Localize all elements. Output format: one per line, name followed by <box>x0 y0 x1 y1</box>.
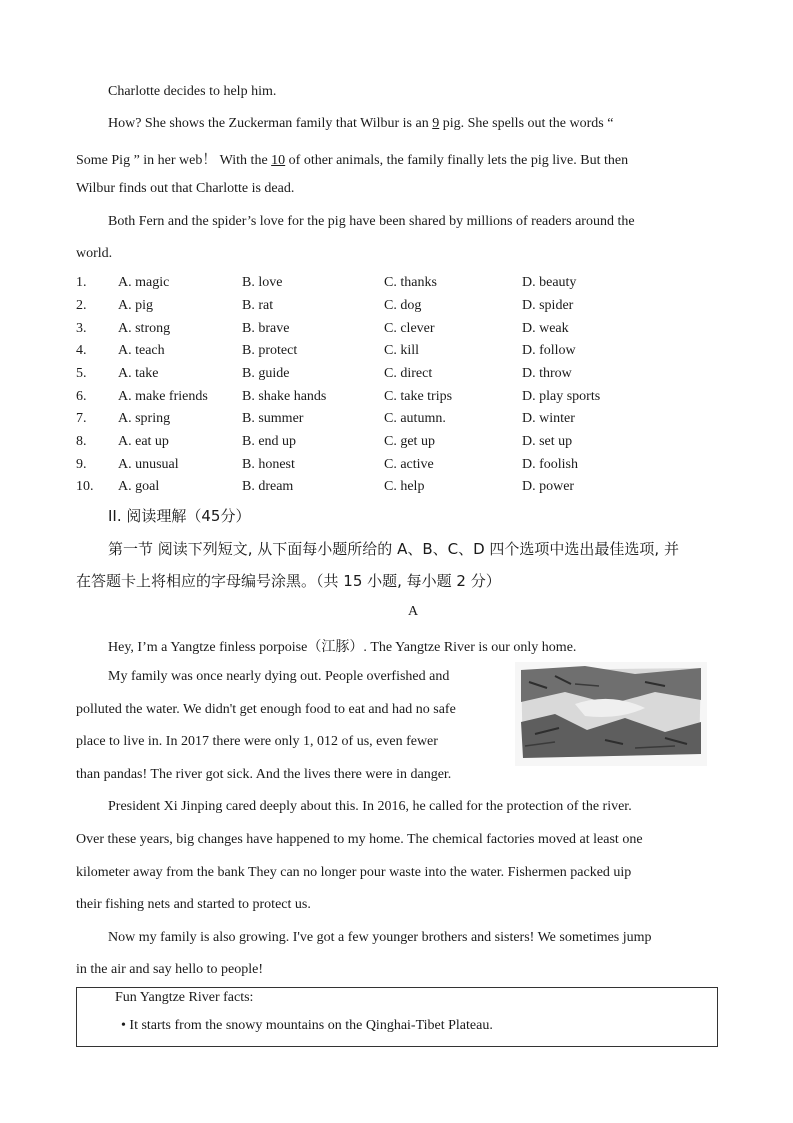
passage-line: polluted the water. We didn't get enough food to eat and had no safe <box>76 702 456 717</box>
option-c: C. help <box>384 479 425 494</box>
option-row <box>76 389 716 409</box>
instructions: 在答题卡上将相应的字母编号涂黑。（共 15 小题, 每小题 2 分） <box>76 572 501 590</box>
option-row <box>76 434 716 454</box>
passage-line: Over these years, big changes have happened to my home. The chemical factories moved at least one <box>76 832 643 847</box>
option-b: B. love <box>242 275 283 290</box>
option-d: D. beauty <box>522 275 577 290</box>
question-number: 9. <box>76 457 87 472</box>
question-number: 3. <box>76 321 87 336</box>
passage-line <box>76 149 628 169</box>
option-b: B. guide <box>242 366 290 381</box>
option-d: D. foolish <box>522 457 578 472</box>
option-b: B. protect <box>242 343 298 358</box>
question-number: 1. <box>76 275 87 290</box>
text-span: pig. She spells out the words “ <box>439 116 614 131</box>
passage-line: their fishing nets and started to protect us. <box>76 897 311 912</box>
option-c: C. direct <box>384 366 433 381</box>
passage-line: My family was once nearly dying out. People overfished and <box>108 669 450 684</box>
passage-line: Wilbur finds out that Charlotte is dead. <box>76 181 295 196</box>
option-a: A. unusual <box>118 457 179 472</box>
option-a: A. magic <box>118 275 170 290</box>
option-d: D. weak <box>522 321 569 336</box>
passage-line: than pandas! The river got sick. And the lives there were in danger. <box>76 767 452 782</box>
blank-10: 10 <box>271 153 286 168</box>
question-number: 7. <box>76 411 87 426</box>
option-d: D. spider <box>522 298 574 313</box>
question-number: 4. <box>76 343 87 358</box>
option-row <box>76 275 716 295</box>
passage-line: Charlotte decides to help him. <box>108 84 277 99</box>
question-number: 8. <box>76 434 87 449</box>
text-span: Some Pig ” in her web！ With the <box>76 153 272 168</box>
option-a: A. spring <box>118 411 171 426</box>
facts-box <box>76 987 718 1047</box>
option-a: A. eat up <box>118 434 169 449</box>
option-c: C. thanks <box>384 275 437 290</box>
option-d: D. throw <box>522 366 572 381</box>
question-number: 2. <box>76 298 87 313</box>
section-heading: II. 阅读理解（45分） <box>108 507 251 525</box>
question-number: 5. <box>76 366 87 381</box>
option-c: C. active <box>384 457 434 472</box>
option-b: B. dream <box>242 479 294 494</box>
option-d: D. set up <box>522 434 573 449</box>
option-a: A. strong <box>118 321 171 336</box>
option-c: C. get up <box>384 434 435 449</box>
passage-line: place to live in. In 2017 there were only 1, 012 of us, even fewer <box>76 734 438 749</box>
instructions: 第一节 阅读下列短文, 从下面每小题所给的 A、B、C、D 四个选项中选出最佳选项, 并 <box>108 540 679 558</box>
passage-line: world. <box>76 246 113 261</box>
passage-line: in the air and say hello to people! <box>76 962 263 977</box>
option-b: B. honest <box>242 457 295 472</box>
option-a: A. goal <box>118 479 160 494</box>
option-row <box>76 457 716 477</box>
river-photo <box>515 662 707 766</box>
option-d: D. follow <box>522 343 576 358</box>
option-a: A. pig <box>118 298 153 313</box>
passage-line: Hey, I’m a Yangtze finless porpoise（江豚）. The Yangtze River is our only home. <box>108 640 577 655</box>
option-a: A. take <box>118 366 159 381</box>
passage-line: Now my family is also growing. I've got a few younger brothers and sisters! We sometimes jump <box>108 930 652 945</box>
option-c: C. clever <box>384 321 435 336</box>
option-d: D. power <box>522 479 575 494</box>
option-b: B. shake hands <box>242 389 327 404</box>
option-a: A. make friends <box>118 389 208 404</box>
option-d: D. winter <box>522 411 575 426</box>
option-b: B. summer <box>242 411 304 426</box>
text-span: of other animals, the family finally lets the pig live. But then <box>285 153 629 168</box>
passage-line <box>108 116 613 132</box>
option-c: C. kill <box>384 343 420 358</box>
option-b: B. rat <box>242 298 274 313</box>
option-d: D. play sports <box>522 389 601 404</box>
passage-line: kilometer away from the bank They can no longer pour waste into the water. Fishermen packed uip <box>76 865 632 880</box>
option-b: B. end up <box>242 434 297 449</box>
option-b: B. brave <box>242 321 290 336</box>
facts-title: Fun Yangtze River facts: <box>115 990 254 1005</box>
option-c: C. take trips <box>384 389 453 404</box>
text-span: How? She shows the Zuckerman family that Wilbur is an <box>108 116 433 131</box>
option-row <box>76 298 716 318</box>
question-number: 10. <box>76 479 94 494</box>
river-image-icon <box>515 662 707 766</box>
option-row <box>76 366 716 386</box>
option-row <box>76 411 716 431</box>
passage-label: A <box>408 604 419 619</box>
facts-bullet: • It starts from the snowy mountains on the Qinghai-Tibet Plateau. <box>121 1018 493 1033</box>
option-row <box>76 343 716 363</box>
passage-line: Both Fern and the spider’s love for the pig have been shared by millions of readers around the <box>108 214 635 229</box>
option-c: C. dog <box>384 298 422 313</box>
option-a: A. teach <box>118 343 165 358</box>
option-row <box>76 479 716 499</box>
passage-line: President Xi Jinping cared deeply about this. In 2016, he called for the protection of the river. <box>108 799 632 814</box>
question-number: 6. <box>76 389 87 404</box>
blank-9: 9 <box>432 116 440 131</box>
option-c: C. autumn. <box>384 411 446 426</box>
option-row <box>76 321 716 341</box>
